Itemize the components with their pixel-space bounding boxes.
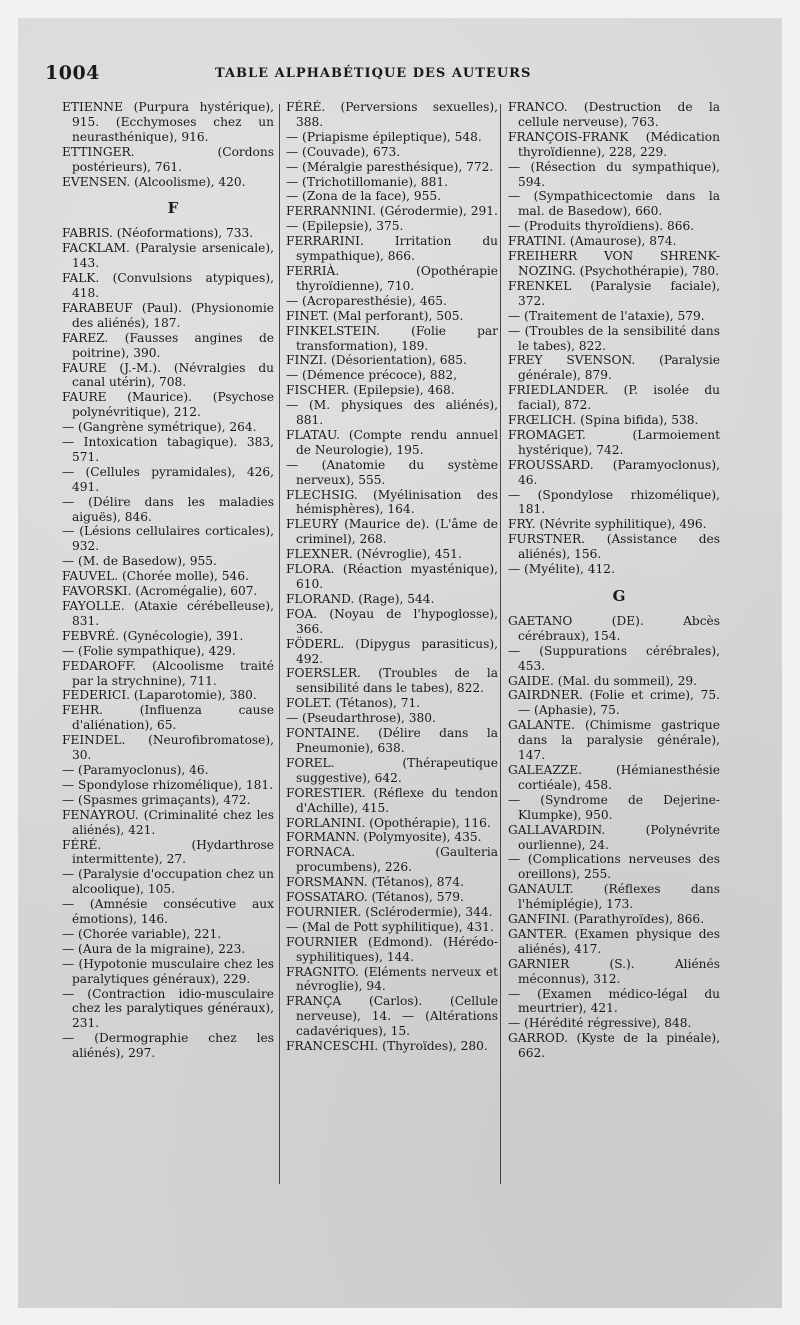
index-entry: — (Mal de Pott syphilitique), 431. xyxy=(286,919,494,934)
index-entry: — (Paramyoclonus), 46. xyxy=(62,762,209,777)
index-entry: FRANÇOIS-FRANK (Médication thyroïdienne), 228, 229. xyxy=(508,129,720,159)
index-entry: GARNIER (S.). Aliénés méconnus), 312. xyxy=(508,956,720,986)
index-entry: — (Priapisme épileptique), 548. xyxy=(286,129,482,144)
index-entry: FRŒLICH. (Spina bifida), 538. xyxy=(508,413,699,428)
index-entry: — (Troubles de la sensibilité dans le tabes), 822. xyxy=(508,323,720,353)
index-entry: — (Chorée variable), 221. xyxy=(62,926,222,941)
index-entry: FEHR. (Influenza cause d'aliénation), 65. xyxy=(62,703,274,733)
index-entry: FAUVEL. (Chorée molle), 546. xyxy=(62,569,249,584)
index-entry: FOERSLER. (Troubles de la sensibilité dans le tabes), 822. xyxy=(286,666,498,696)
index-entry: — (M. de Basedow), 955. xyxy=(62,554,217,569)
index-entry: FRATINI. (Amaurose), 874. xyxy=(508,234,677,249)
index-entry: — (Suppurations cérébrales), 453. xyxy=(508,643,720,673)
index-entry: — (Dermographie chez les aliénés), 297. xyxy=(62,1031,274,1061)
page-number: 1004 xyxy=(45,62,100,84)
index-entry: — (Complications nerveuses des oreillons), 255. xyxy=(508,852,720,882)
index-column-1 xyxy=(62,100,274,1200)
index-entry: — (Méralgie paresthésique), 772. xyxy=(286,159,494,174)
index-entry: GANAULT. (Réflexes dans l'hémiplégie), 173. xyxy=(508,882,720,912)
index-entry: FOSSATARO. (Tétanos), 579. xyxy=(286,890,464,905)
index-entry: FROMAGET. (Larmoiement hystérique), 742. xyxy=(508,427,720,457)
index-entry: FLEXNER. (Névroglie), 451. xyxy=(286,547,462,562)
index-entry: FÉRÉ. (Perversions sexuelles), 388. xyxy=(286,100,498,129)
index-entry: — Spondylose rhizomélique), 181. xyxy=(62,777,274,792)
index-entry: — (Sympathicectomie dans la mal. de Basedow), 660. xyxy=(508,189,720,219)
index-entry: GANTER. (Examen physique des aliénés), 417. xyxy=(508,926,720,956)
index-entry: GARROD. (Kyste de la pinéale), 662. xyxy=(508,1031,720,1061)
index-entry: FOA. (Noyau de l'hypoglosse), 366. xyxy=(286,606,498,636)
index-entry: FURSTNER. (Assistance des aliénés), 156. xyxy=(508,532,720,562)
index-entry: — (Gangrène symétrique), 264. xyxy=(62,420,257,435)
index-entry: FORESTIER. (Réflexe du tendon d'Achille), 415. xyxy=(286,785,498,815)
index-entry: FRANCO. (Destruction de la cellule nerveuse), 763. xyxy=(508,100,720,129)
index-entry: — (Résection du sympathique), 594. xyxy=(508,159,720,189)
index-entry: — (Paralysie d'occupation chez un alcoolique), 105. xyxy=(62,867,274,897)
index-entry: — (Examen médico-légal du meurtrier), 421. xyxy=(508,986,720,1016)
index-entry: ETIENNE (Purpura hystérique), 915. (Ecchymoses chez un neurasthénique), 916. xyxy=(62,100,274,144)
index-entry: — (Couvade), 673. xyxy=(286,144,401,159)
index-entry: FERRANNINI. (Gérodermie), 291. xyxy=(286,204,498,219)
index-entry: FRANCESCHI. (Thyroïdes), 280. xyxy=(286,1039,488,1054)
index-entry: FEDERICI. (Laparotomie), 380. xyxy=(62,688,257,703)
index-entry: — (Lésions cellulaires corticales), 932. xyxy=(62,524,274,554)
index-entry: FINKELSTEIN. (Folie par transformation), 189. xyxy=(286,323,498,353)
index-column-3 xyxy=(508,100,720,1200)
index-entry: GAIDE. (Mal. du sommeil), 29. xyxy=(508,673,698,688)
index-entry: — (Pseudarthrose), 380. xyxy=(286,711,436,726)
index-entry: — (Hérédité régressive), 848. xyxy=(508,1016,692,1031)
index-entry: — (Myélite), 412. xyxy=(508,562,615,577)
index-entry: FALK. (Convulsions atypiques), 418. xyxy=(62,271,274,300)
index-entry: — (Produits thyroïdiens). 866. xyxy=(508,219,695,234)
index-entry: — (Amnésie consécutive aux émotions), 146. xyxy=(62,897,274,927)
index-entry: FOURNIER. (Sclérodermie), 344. xyxy=(286,904,493,919)
index-entry: — (Hypotonie musculaire chez les paralytiques généraux), 229. xyxy=(62,956,274,986)
section-letter: F xyxy=(167,199,179,218)
index-entry: FENAYROU. (Criminalité chez les aliénés), 421. xyxy=(62,807,274,837)
index-entry: FAURE (Maurice). (Psychose polynévritique), 212. xyxy=(62,390,274,420)
index-entry: FÉRÉ. (Hydarthrose intermittente), 27. xyxy=(62,837,274,867)
index-entry: — (Spasmes grimaçants), 472. xyxy=(62,792,251,807)
index-entry: — (Folie sympathique), 429. xyxy=(62,643,236,658)
index-entry: FEBVRÉ. (Gynécologie), 391. xyxy=(62,628,244,643)
index-entry: FINZI. (Désorientation), 685. xyxy=(286,353,467,368)
index-columns xyxy=(62,100,726,1200)
index-entry: FONTAINE. (Délire dans la Pneumonie), 638. xyxy=(286,726,498,755)
index-entry: — (Démence précoce), 882, xyxy=(286,368,458,383)
index-entry: FORNACA. (Gaulteria procumbens), 226. xyxy=(286,845,498,875)
index-entry: FERRARINI. Irritation du sympathique), 866. xyxy=(286,234,498,264)
index-entry: — (Délire dans les maladies aiguës), 846. xyxy=(62,494,274,524)
index-entry: — (M. physiques des aliénés), 881. xyxy=(286,398,498,428)
index-entry: GALANTE. (Chimisme gastrique dans la paralysie générale), 147. xyxy=(508,718,720,763)
index-entry: FLORAND. (Rage), 544. xyxy=(286,591,435,606)
index-entry: FEINDEL. (Neurofibromatose), 30. xyxy=(62,733,274,763)
index-entry: FORSMANN. (Tétanos), 874. xyxy=(286,875,464,890)
index-entry: GANFINI. (Parathyroïdes), 866. xyxy=(508,912,705,927)
index-entry: FRENKEL (Paralysie faciale), 372. xyxy=(508,278,720,308)
index-entry: GALEAZZE. (Hémianesthésie cortiéale), 458. xyxy=(508,762,720,792)
index-entry: FABRIS. (Néoformations), 733. xyxy=(62,226,254,241)
index-entry: — (Zona de la face), 955. xyxy=(286,189,441,204)
index-entry: GALLAVARDIN. (Polynévrite ourlienne), 24. xyxy=(508,822,720,852)
index-entry: — (Contraction idio-musculaire chez les paralytiques généraux), 231. xyxy=(62,986,274,1031)
index-entry: FRAGNITO. (Eléments nerveux et névroglie), 94. xyxy=(286,964,498,994)
index-entry: FRY. (Névrite syphilitique), 496. xyxy=(508,517,707,532)
index-entry: FACKLAM. (Paralysie arsenicale), 143. xyxy=(62,241,274,271)
index-entry: FLORA. (Réaction myasténique), 610. xyxy=(286,562,498,591)
index-entry: — (Cellules pyramidales), 426, 491. xyxy=(62,464,274,494)
index-entry: FREIHERR VON SHRENK-NOZING. (Psychothérapie), 780. xyxy=(508,249,720,278)
index-entry: — (Anatomie du système nerveux), 555. xyxy=(286,457,498,487)
index-entry: FLECHSIG. (Myélinisation des hémisphères), 164. xyxy=(286,487,498,517)
section-letter: G xyxy=(612,587,626,605)
index-entry: GAETANO (DE). Abcès cérébraux), 154. xyxy=(508,613,720,643)
page-header xyxy=(45,62,735,86)
index-entry: — (Epilepsie), 375. xyxy=(286,219,404,234)
index-entry: FRANÇA (Carlos). (Cellule nerveuse), 14. — (Altérations cadavériques), 15. xyxy=(286,994,498,1039)
index-entry: FOURNIER (Edmond). (Hérédo-syphilitiques), 144. xyxy=(286,934,498,964)
index-entry: FARABEUF (Paul). (Physionomie des aliénés), 187. xyxy=(62,300,274,330)
index-entry: — (Aura de la migraine), 223. xyxy=(62,941,246,956)
index-entry: EVENSEN. (Alcoolisme), 420. xyxy=(62,174,246,189)
index-entry: FINET. (Mal perforant), 505. xyxy=(286,308,464,323)
index-entry: FEDAROFF. (Alcoolisme traité par la strychnine), 711. xyxy=(62,658,274,688)
running-title: TABLE ALPHABÉTIQUE DES AUTEURS xyxy=(215,66,532,81)
index-entry: FISCHER. (Epilepsie), 468. xyxy=(286,383,455,398)
index-entry: — (Trichotillomanie), 881. xyxy=(286,174,449,189)
index-entry: — (Syndrome de Dejerine-Klumpke), 950. xyxy=(508,792,720,822)
index-entry: — (Spondylose rhizomélique), 181. xyxy=(508,487,720,517)
index-entry: GAIRDNER. (Folie et crime), 75. — (Aphasie), 75. xyxy=(508,688,720,718)
index-entry: FOREL. (Thérapeutique suggestive), 642. xyxy=(286,755,498,785)
index-entry: FORMANN. (Polymyosite), 435. xyxy=(286,830,482,845)
index-entry: FAURE (J.-M.). (Névralgies du canal utérin), 708. xyxy=(62,360,274,390)
index-entry: — Intoxication tabagique). 383, 571. xyxy=(62,435,274,464)
index-entry: FAYOLLE. (Ataxie cérébelleuse), 831. xyxy=(62,599,274,628)
index-entry: FÖDERL. (Dipygus parasiticus), 492. xyxy=(286,636,498,666)
index-entry: FROUSSARD. (Paramyoclonus), 46. xyxy=(508,457,720,487)
index-entry: — (Traitement de l'ataxie), 579. xyxy=(508,308,705,323)
index-entry: FAREZ. (Fausses angines de poitrine), 390. xyxy=(62,330,274,360)
index-entry: FLATAU. (Compte rendu annuel de Neurologie), 195. xyxy=(286,427,498,457)
index-entry: FOLET. (Tétanos), 71. xyxy=(286,696,421,711)
index-entry: ETTINGER. (Cordons postérieurs), 761. xyxy=(62,144,274,174)
index-entry: FLEURY (Maurice de). (L'âme de criminel), 268. xyxy=(286,517,498,547)
index-entry: FORLANINI. (Opothérapie), 116. xyxy=(286,815,491,830)
index-entry: FRIEDLANDER. (P. isolée du facial), 872. xyxy=(508,383,720,413)
index-entry: FERRIÀ. (Opothérapie thyroïdienne), 710. xyxy=(286,263,498,293)
index-entry: FAVORSKI. (Acromégalie), 607. xyxy=(62,584,258,599)
index-column-2 xyxy=(286,100,498,1200)
index-entry: FREY SVENSON. (Paralysie générale), 879. xyxy=(508,353,720,383)
index-entry: — (Acroparesthésie), 465. xyxy=(286,293,447,308)
